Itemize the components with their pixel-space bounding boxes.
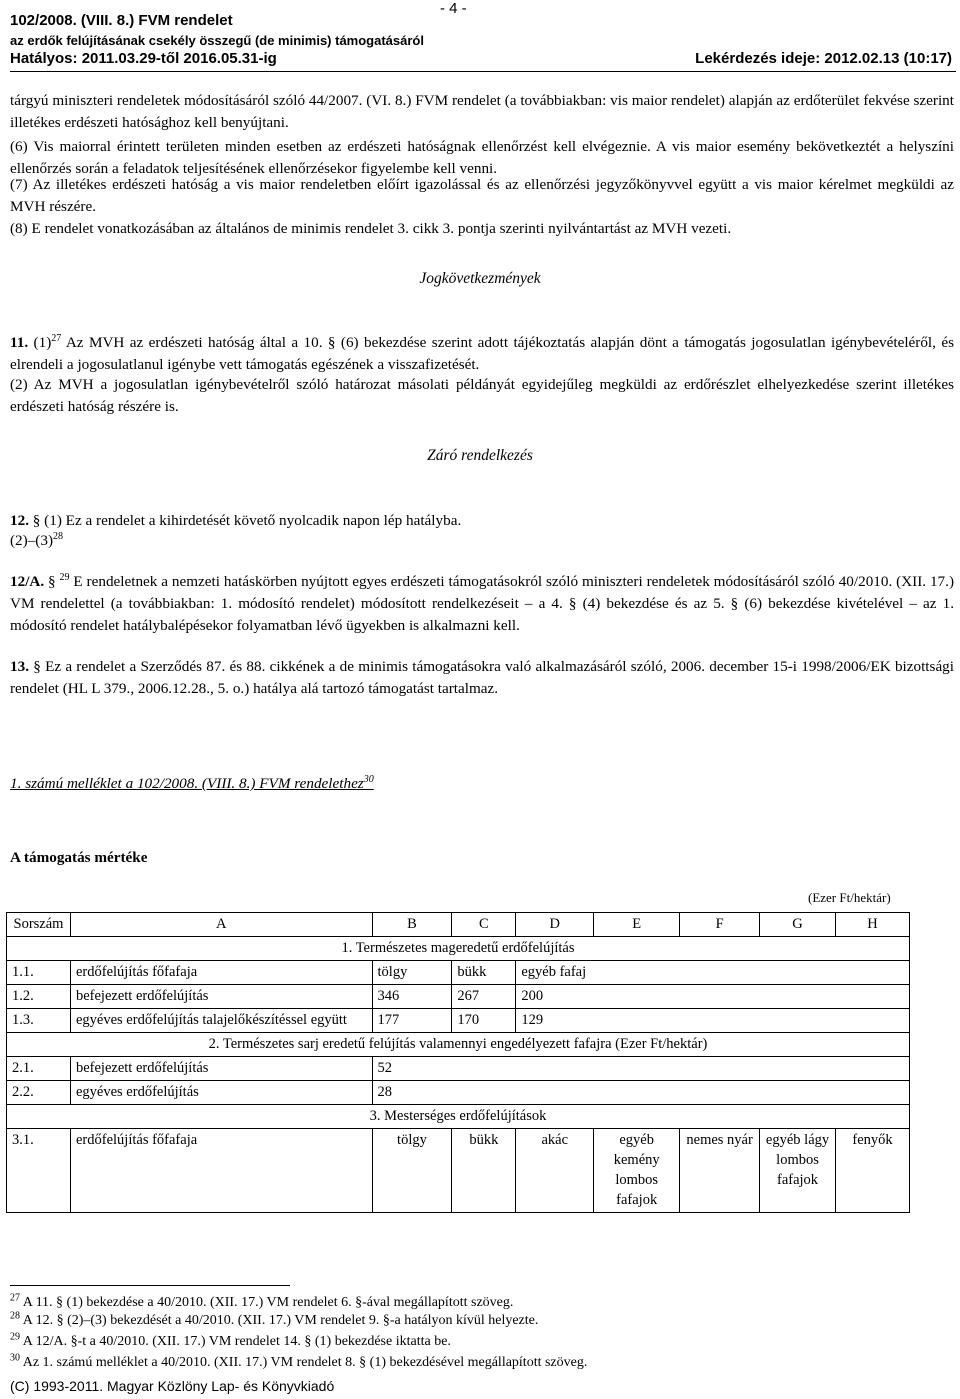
section-2-heading: 2. Természetes sarj eredetű felújítás valamennyi engedélyezett fafajra (Ezer Ft/hektár) (7, 1033, 910, 1057)
unit-label: (Ezer Ft/hektár) (808, 890, 891, 905)
table-row (7, 1009, 910, 1033)
paragraph-8: (8) E rendelet vonatkozásában az általános de minimis rendelet 3. cikk 3. pontja szerinti nyilvántartást az MVH vezeti. (10, 220, 732, 237)
heading-jogkovetkezmenyek: Jogkövetkezmények (419, 270, 541, 287)
footnote-ref-28[interactable]: 28 (53, 530, 64, 542)
cell-label: erdőfelújítás főfafaja (70, 1129, 372, 1213)
section-12a-text: E rendeletnek a nemzeti hatáskörben nyújtott egyes erdészeti támogatásokról szóló miniszteri rendeletek módosításáról szóló 40/2010. (XII. 17.) VM rendelettel (a továbbiakban: 1. módosító rendelet) módosított rendelkezéseit – a 4. § (4) bekezdése és az 5. § (6) bekezdése kivételével – az 1. módosító rendelet hatálybalépésekor folyamatban lévő ügyekben is alkalmazni kell. (10, 573, 955, 634)
cell-label: erdőfelújítás főfafaja (70, 961, 372, 985)
footnote-ref-29[interactable]: 29 (59, 571, 70, 583)
cell-number: 3.1. (7, 1129, 71, 1213)
table-row (7, 1129, 910, 1213)
section-13-text: § Ez a rendelet a Szerződés 87. és 88. cikkének a de minimis támogatásokra való alkalmazásáról szóló, 2006. december 15-i 1998/2006/EK bizottsági rendelet (HL L 379., 2006.12.28., 5. o.) hatálya alá tartozó támogatást tartalmaz. (10, 658, 954, 697)
footnote-text: A 11. § (1) bekezdése a 40/2010. (XII. 17.) VM rendelet 6. §-ával megállapított szöveg. (22, 1295, 514, 1310)
section-3-heading: 3. Mesterséges erdőfelújítások (7, 1105, 910, 1129)
table-row (7, 961, 910, 985)
cell-value: egyéb lágy lombos fafajok (760, 1129, 836, 1213)
document-title: 102/2008. (VIII. 8.) FVM rendelet (10, 12, 233, 29)
paragraph-7: (7) Az illetékes erdészeti hatóság a vis maior rendeletben előírt igazolással és az ellenőrzési jegyzőkönyvvel együtt a vis maior kérelmet megküldi az MVH részére. (10, 176, 954, 215)
cell-label: befejezett erdőfelújítás (70, 1057, 372, 1081)
cell-value: 129 (516, 1009, 910, 1033)
header-sorszam: Sorszám (7, 913, 71, 937)
annex-heading: A támogatás mértéke (10, 849, 148, 866)
header-f: F (680, 913, 760, 937)
cell-value: 52 (372, 1057, 909, 1081)
cell-label: egyéves erdőfelújítás (70, 1081, 372, 1105)
footnote-number: 30 (10, 1352, 20, 1364)
header-h: H (836, 913, 910, 937)
header-c: C (452, 913, 516, 937)
cell-value: 346 (372, 985, 452, 1009)
header-a: A (70, 913, 372, 937)
cell-label: egyéves erdőfelújítás talajelőkészítéssel együtt (70, 1009, 372, 1033)
header-g: G (760, 913, 836, 937)
cell-value: 200 (516, 985, 910, 1009)
cell-value: tölgy (372, 1129, 452, 1213)
cell-value: egyéb fafaj (516, 961, 910, 985)
query-time: Lekérdezés ideje: 2012.02.13 (10:17) (695, 50, 952, 67)
table-section-row (7, 1105, 910, 1129)
footnote-27 (10, 1294, 513, 1312)
annex-title-text: 1. számú melléklet a 102/2008. (VIII. 8.) FVM rendelethez (10, 775, 364, 792)
section-11-text: Az MVH az erdészeti hatóság által a 10. § (6) bekezdése szerint adott tájékoztatás alapján dönt a támogatás jogosulatlan igénybevételéről, és elrendeli a jogosulatlanul igénybe vett támogatás egészének a visszafizetését. (10, 334, 954, 373)
cell-value: 28 (372, 1081, 909, 1105)
annex-title[interactable] (10, 773, 374, 795)
footnote-30 (10, 1354, 587, 1372)
paragraph-6: (6) Vis maiorral érintett területen minden esetben az erdészeti hatóságnak ellenőrzést kell elvégeznie. A vis maior esemény bekövetkeztét a helyszíni ellenőrzés során a feladatok teljesítésének ellenőrzésekor figyelembe kell venni. (10, 138, 954, 177)
section-12-text: § (1) Ez a rendelet a kihirdetését követő nyolcadik napon lép hatályba. (28, 512, 462, 529)
cell-value: 170 (452, 1009, 516, 1033)
cell-value: akác (516, 1129, 594, 1213)
section-11-subsection: (1) (28, 334, 52, 351)
footnote-number: 29 (10, 1331, 20, 1343)
cell-value: tölgy (372, 961, 452, 985)
cell-number: 1.3. (7, 1009, 71, 1033)
cell-label: befejezett erdőfelújítás (70, 985, 372, 1009)
section-12-para-1 (10, 510, 461, 532)
table-section-row (7, 1033, 910, 1057)
copyright-footer: (C) 1993-2011. Magyar Közlöny Lap- és Könyvkiadó (10, 1378, 335, 1394)
cell-value: 267 (452, 985, 516, 1009)
header-divider (10, 71, 956, 72)
paragraph-continuation: tárgyú miniszteri rendeletek módosításáról szóló 44/2007. (VI. 8.) FVM rendelet (a továbbiakban: vis maior rendelet) alapján az erdőterület fekvése szerint illetékes erdészeti hatósághoz kell benyújtani. (10, 92, 954, 131)
document-subtitle: az erdők felújításának csekély összegű (de minimis) támogatásáról (10, 33, 424, 48)
cell-number: 2.1. (7, 1057, 71, 1081)
table-row (7, 985, 910, 1009)
cell-value: 177 (372, 1009, 452, 1033)
footnote-28 (10, 1312, 538, 1330)
table-section-row (7, 937, 910, 961)
cell-value: bükk (452, 961, 516, 985)
cell-number: 1.2. (7, 985, 71, 1009)
cell-value: fenyők (836, 1129, 910, 1213)
section-12-number: 12. (10, 512, 29, 529)
section-13 (10, 656, 954, 700)
cell-value: bükk (452, 1129, 516, 1213)
table-row (7, 1057, 910, 1081)
page-number: - 4 - (440, 0, 467, 17)
footnote-29 (10, 1333, 451, 1351)
table-row (7, 1081, 910, 1105)
table-header-row (7, 913, 910, 937)
cell-value: egyéb kemény lombos fafajok (594, 1129, 680, 1213)
section-12-repealed: (2)–(3) (10, 532, 54, 549)
section-1-heading: 1. Természetes mageredetű erdőfelújítás (7, 937, 910, 961)
heading-zaro-rendelkezes: Záró rendelkezés (427, 447, 533, 464)
section-11-para-2: (2) Az MVH a jogosulatlan igénybevételről szóló határozat másolati példányát egyidejűleg megküldi az erdőrészlet elhelyezkedése szerint illetékes erdészeti hatóság részére is. (10, 376, 954, 415)
header-e: E (594, 913, 680, 937)
header-b: B (372, 913, 452, 937)
section-12a: 12/A. § $^{29}$ E rendeletnek a nemzeti hatáskörben nyújtott egyes erdészeti támogatásokról szóló miniszteri rendeletek módosításáról szóló 40/2010. (XII. 17.) VM rendelettel (a továbbiakban: 1. módosító rendelet) módosított rendelkezéseit – a 4. § (4) bekezdése és az 5. § (6) bekezdése kivételével – az 1. módosító rendelet hatálybalépésekor folyamatban lévő ügyekben is alkalmazni kell. (10, 571, 955, 634)
footnote-text: A 12/A. §-t a 40/2010. (XII. 17.) VM rendelet 14. § (1) bekezdése iktatta be. (22, 1334, 451, 1349)
support-rate-table (6, 912, 910, 1213)
footnote-text: Az 1. számú melléklet a 40/2010. (XII. 17.) VM rendelet 8. § (1) bekezdésével megállapított szöveg. (22, 1355, 588, 1370)
validity-period: Hatályos: 2011.03.29-től 2016.05.31-ig (10, 50, 277, 67)
section-12a-number: 12/A. (10, 573, 45, 590)
footnote-number: 27 (10, 1292, 20, 1304)
footnote-number: 28 (10, 1310, 20, 1322)
cell-number: 1.1. (7, 961, 71, 985)
section-11-para-1 (10, 332, 954, 376)
section-11-number: 11. (10, 334, 29, 351)
footnote-text: A 12. § (2)–(3) bekezdését a 40/2010. (XII. 17.) VM rendelet 9. §-a hatályon kívül helyezte. (22, 1313, 539, 1328)
header-d: D (516, 913, 594, 937)
section-13-number: 13. (10, 658, 29, 675)
footnote-ref-30[interactable]: 30 (363, 773, 374, 785)
cell-number: 2.2. (7, 1081, 71, 1105)
section-12-para-2 (10, 530, 63, 552)
cell-value: nemes nyár (680, 1129, 760, 1213)
footnote-ref-27[interactable]: 27 (51, 332, 62, 344)
footnote-divider (10, 1285, 290, 1286)
